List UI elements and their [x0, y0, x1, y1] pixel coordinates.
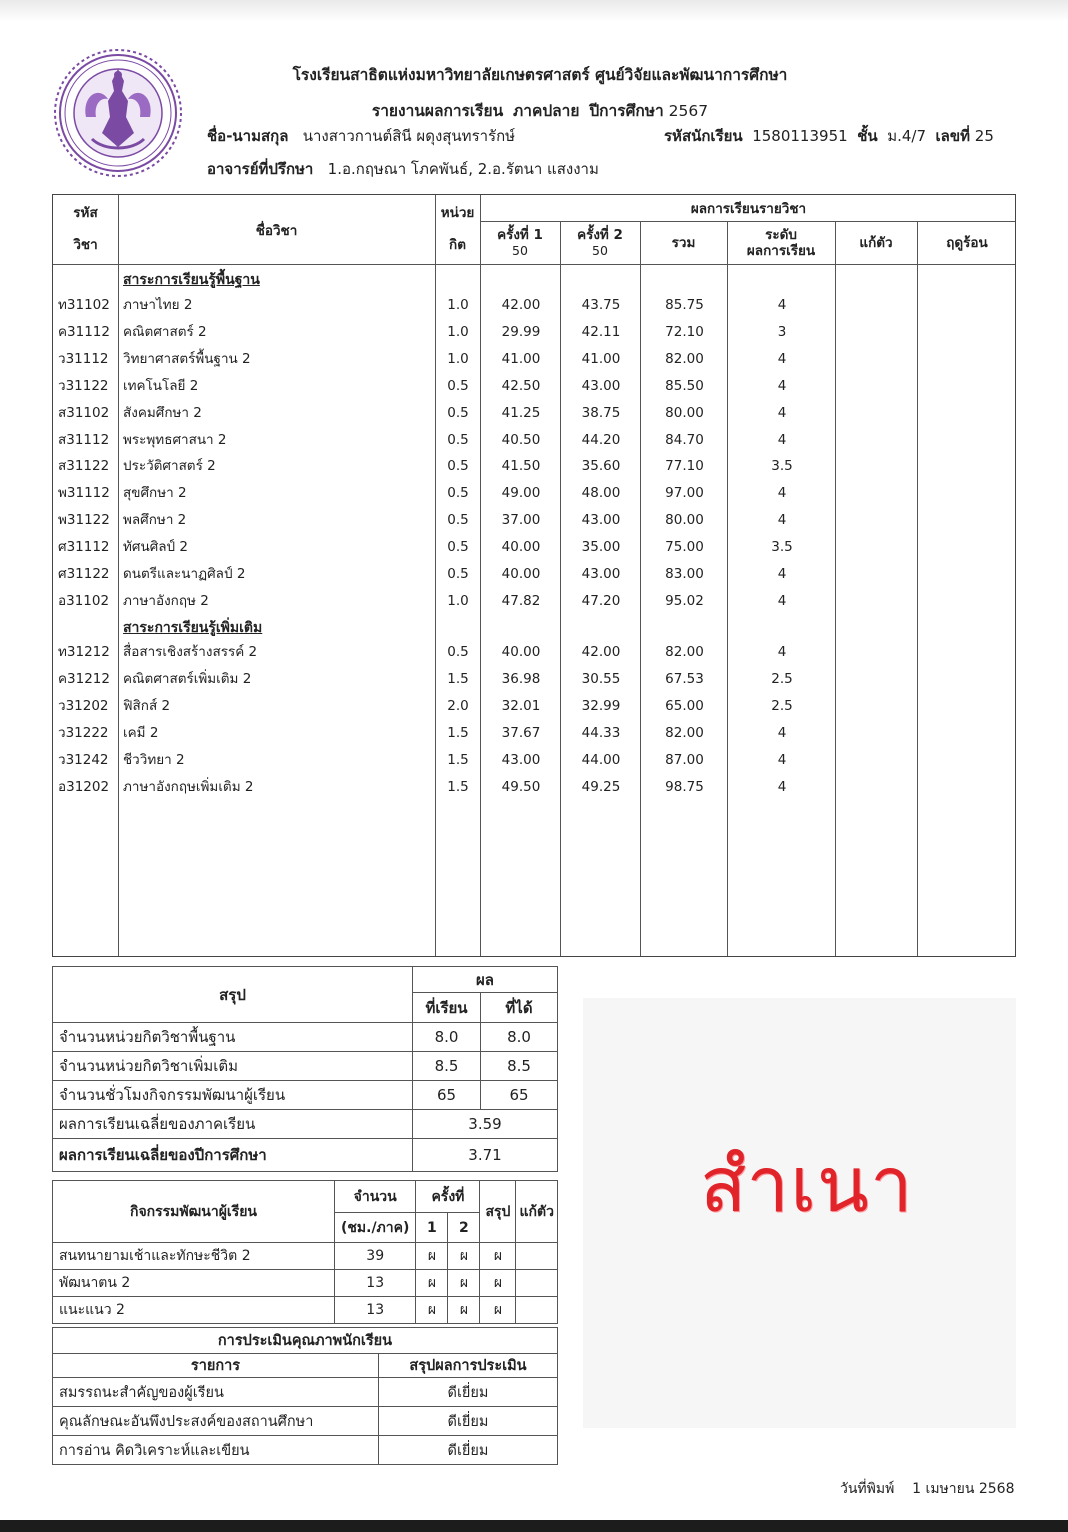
- cell-code: ว31202: [58, 697, 109, 714]
- term2-max: 50: [592, 243, 608, 259]
- cell-grade: 4: [777, 644, 787, 660]
- quality-table: [52, 1327, 558, 1465]
- activity-name: แนะแนว 2: [53, 1297, 335, 1324]
- table-row: [53, 693, 1017, 719]
- copy-stamp: สำเนา: [700, 1140, 914, 1229]
- activity-hours: 13: [335, 1270, 416, 1297]
- table-row: [53, 373, 1017, 399]
- student-name-line: [207, 124, 515, 148]
- cell-t1: 41.25: [501, 404, 541, 421]
- cell-t1: 47.82: [501, 592, 541, 609]
- cell-name: วิทยาศาสตร์พื้นฐาน 2: [123, 350, 251, 367]
- cell-grade: 3: [777, 323, 787, 340]
- student-id-line: [664, 124, 994, 148]
- cell-code: พ31112: [58, 485, 110, 502]
- class-label: ชั้น: [857, 127, 878, 145]
- cell-total: 97.00: [665, 485, 704, 502]
- summary-earned: 65: [481, 1081, 558, 1110]
- quality-result: ดีเยี่ยม: [379, 1378, 558, 1407]
- cell-grade: 4: [777, 512, 787, 529]
- cell-grade: 3.5: [771, 458, 793, 475]
- cell-grade: 4: [777, 751, 787, 768]
- cell-code: ค31212: [58, 670, 110, 687]
- number-value: 25: [974, 127, 994, 145]
- quality-item-header: รายการ: [53, 1354, 379, 1378]
- cell-grade: 4: [777, 566, 787, 582]
- cell-grade: 4: [777, 724, 787, 741]
- student-id: 1580113951: [752, 127, 848, 145]
- code-header-2: วิชา: [73, 237, 98, 254]
- cell-t2: 41.00: [581, 350, 621, 367]
- term1-max: 50: [512, 243, 528, 259]
- cell-credit: 0.5: [447, 539, 469, 556]
- cell-name: ทัศนศิลป์ 2: [123, 539, 188, 556]
- cell-grade: 3.5: [771, 539, 793, 556]
- cell-name: เทคโนโลยี 2: [123, 377, 199, 394]
- term1-label: ครั้งที่ 1: [497, 227, 543, 243]
- activity-summary: ผ: [480, 1243, 516, 1270]
- cell-total: 83.00: [665, 566, 704, 582]
- cell-grade: 4: [777, 350, 787, 367]
- cell-code: ว31112: [58, 350, 109, 367]
- cell-code: ส31112: [58, 431, 110, 448]
- cell-name: ฟิสิกส์ 2: [123, 697, 171, 714]
- activity-t1: ผ: [416, 1243, 448, 1270]
- cell-total: 82.00: [665, 644, 704, 660]
- hours-header-1: จำนวน: [335, 1181, 416, 1213]
- cell-total: 67.53: [665, 670, 704, 687]
- cell-credit: 0.5: [447, 512, 469, 529]
- studied-header: ที่เรียน: [413, 993, 481, 1023]
- table-row: [53, 292, 1017, 318]
- term2-header: [560, 227, 640, 258]
- hours-header-2: (ชม./ภาค): [335, 1213, 416, 1243]
- activity-name: พัฒนาตน 2: [53, 1270, 335, 1297]
- cell-t2: 42.11: [581, 323, 621, 340]
- cell-code: อ31102: [58, 592, 110, 609]
- cell-grade: 4: [777, 431, 787, 448]
- cell-credit: 1.0: [447, 350, 469, 367]
- cell-credit: 0.5: [447, 404, 469, 421]
- cell-name: พระพุทธศาสนา 2: [123, 431, 227, 448]
- table-row: [53, 666, 1017, 692]
- cell-t1: 43.00: [501, 751, 541, 768]
- cell-t2: 43.00: [581, 566, 621, 582]
- time2-header: 2: [448, 1213, 480, 1243]
- cell-name: ภาษาอังกฤษเพิ่มเติม 2: [123, 778, 254, 795]
- activity-t2: ผ: [448, 1270, 480, 1297]
- cell-t1: 40.50: [501, 431, 541, 448]
- group-additional-heading: สาระการเรียนรู้เพิ่มเติม: [123, 620, 263, 636]
- advisor-line: [207, 157, 599, 181]
- activities-title: กิจกรรมพัฒนาผู้เรียน: [53, 1181, 335, 1243]
- table-row: [53, 747, 1017, 773]
- cell-grade: 4: [777, 377, 787, 394]
- term-gpa-label: ผลการเรียนเฉลี่ยของภาคเรียน: [53, 1110, 413, 1139]
- cell-code: ว31222: [58, 724, 109, 741]
- result-header: ผล: [413, 967, 558, 993]
- retake-header: แก้ตัว: [859, 235, 893, 251]
- cell-code: ว31242: [58, 751, 109, 768]
- table-row: [53, 561, 1017, 587]
- cell-total: 72.10: [665, 323, 704, 340]
- cell-grade: 2.5: [771, 670, 793, 687]
- grade-header: [727, 227, 835, 259]
- table-row: [53, 720, 1017, 746]
- group-basic-heading: สาระการเรียนรู้พื้นฐาน: [123, 272, 260, 288]
- cell-credit: 1.0: [447, 323, 469, 340]
- grade-header-2: ผลการเรียน: [746, 243, 816, 260]
- activity-name: สนทนายามเช้าและทักษะชีวิต 2: [53, 1243, 335, 1270]
- cell-credit: 1.5: [447, 724, 469, 741]
- activity-t2: ผ: [448, 1243, 480, 1270]
- cell-total: 82.00: [665, 724, 704, 741]
- cell-t2: 44.20: [581, 431, 621, 448]
- year-label: ปีการศึกษา: [589, 102, 664, 120]
- cell-grade: 4: [777, 592, 787, 609]
- summary-table: [52, 966, 558, 1172]
- cell-t2: 38.75: [581, 404, 621, 421]
- cell-credit: 1.5: [447, 751, 469, 768]
- credit-header-2: กิต: [449, 237, 466, 254]
- cell-total: 98.75: [665, 778, 704, 795]
- cell-credit: 0.5: [447, 458, 469, 475]
- school-seal-logo: [52, 47, 184, 179]
- year-gpa-label: ผลการเรียนเฉลี่ยของปีการศึกษา: [53, 1139, 413, 1172]
- cell-grade: 2.5: [771, 697, 793, 714]
- term-label: ภาคปลาย: [513, 102, 580, 120]
- activity-t1: ผ: [416, 1270, 448, 1297]
- activities-summary-header: สรุป: [480, 1181, 516, 1243]
- cell-name: ชีววิทยา 2: [123, 751, 185, 768]
- table-row: [53, 400, 1017, 426]
- grades-table: [52, 194, 1016, 957]
- summary-studied: 65: [413, 1081, 481, 1110]
- print-date-value: 1 เมษายน 2568: [912, 1481, 1015, 1497]
- cell-grade: 4: [777, 485, 787, 502]
- cell-code: พ31122: [58, 512, 110, 529]
- credit-header: [435, 205, 480, 254]
- activity-retake: [516, 1243, 558, 1270]
- table-row: [53, 774, 1017, 800]
- term-gpa-value: 3.59: [413, 1110, 558, 1139]
- cell-t1: 40.00: [501, 566, 541, 582]
- table-row: [53, 588, 1017, 614]
- bottom-edge: [0, 1520, 1068, 1532]
- print-date-label: วันที่พิมพ์: [840, 1481, 895, 1497]
- results-header: ผลการเรียนรายวิชา: [690, 201, 807, 217]
- cell-name: ภาษาอังกฤษ 2: [123, 592, 209, 609]
- cell-name: สุขศึกษา 2: [123, 485, 187, 502]
- cell-total: 85.50: [665, 377, 704, 394]
- code-header-1: รหัส: [73, 205, 98, 221]
- class-value: ม.4/7: [887, 127, 926, 145]
- cell-t1: 40.00: [501, 644, 541, 660]
- credit-header-1: หน่วย: [440, 205, 475, 221]
- cell-t2: 44.33: [581, 724, 621, 741]
- number-label: เลขที่: [935, 127, 970, 145]
- quality-result: ดีเยี่ยม: [379, 1436, 558, 1465]
- cell-credit: 0.5: [447, 566, 469, 582]
- quality-item: คุณลักษณะอันพึงประสงค์ของสถานศึกษา: [53, 1407, 379, 1436]
- cell-code: ส31122: [58, 458, 110, 475]
- name-label: ชื่อ-นามสกุล: [207, 127, 289, 145]
- cell-credit: 1.5: [447, 778, 469, 795]
- activities-table: [52, 1180, 558, 1324]
- table-row: [53, 534, 1017, 560]
- summary-title: สรุป: [53, 967, 413, 1023]
- cell-credit: 1.0: [447, 592, 469, 609]
- total-header: รวม: [671, 235, 696, 251]
- summary-row-label: จำนวนหน่วยกิตวิชาพื้นฐาน: [53, 1023, 413, 1052]
- cell-total: 87.00: [665, 751, 704, 768]
- activity-t2: ผ: [448, 1297, 480, 1324]
- cell-code: ศ31122: [58, 566, 110, 582]
- cell-code: ท31102: [58, 297, 110, 313]
- quality-result-header: สรุปผลการประเมิน: [379, 1354, 558, 1378]
- cell-name: ประวัติศาสตร์ 2: [123, 458, 216, 475]
- report-label: รายงานผลการเรียน: [371, 102, 504, 120]
- summary-row-label: จำนวนหน่วยกิตวิชาเพิ่มเติม: [53, 1052, 413, 1081]
- cell-t2: 48.00: [581, 485, 621, 502]
- school-name: โรงเรียนสาธิตแห่งมหาวิทยาลัยเกษตรศาสตร์ ศูนย์วิจัยและพัฒนาการศึกษา: [292, 66, 788, 84]
- cell-t1: 32.01: [501, 697, 541, 714]
- activity-hours: 13: [335, 1297, 416, 1324]
- cell-total: 75.00: [665, 539, 704, 556]
- advisor-label: อาจารย์ที่ปรึกษา: [207, 160, 314, 178]
- cell-total: 95.02: [665, 592, 704, 609]
- cell-t2: 35.60: [581, 458, 621, 475]
- cell-t1: 49.50: [501, 778, 541, 795]
- table-row: [53, 507, 1017, 533]
- cell-name: ดนตรีและนาฏศิลป์ 2: [123, 566, 246, 582]
- cell-t1: 41.50: [501, 458, 541, 475]
- cell-code: ค31112: [58, 323, 110, 340]
- cell-t2: 43.00: [581, 512, 621, 529]
- cell-t1: 41.00: [501, 350, 541, 367]
- quality-item: การอ่าน คิดวิเคราะห์และเขียน: [53, 1436, 379, 1465]
- cell-name: ภาษาไทย 2: [123, 297, 193, 313]
- cell-t1: 40.00: [501, 539, 541, 556]
- cell-code: ท31212: [58, 644, 110, 660]
- table-row: [53, 319, 1017, 345]
- cell-total: 85.75: [665, 297, 704, 313]
- activity-retake: [516, 1297, 558, 1324]
- cell-t1: 42.00: [501, 297, 541, 313]
- report-title: [180, 98, 900, 123]
- cell-credit: 1.0: [447, 297, 469, 313]
- summary-row-label: จำนวนชั่วโมงกิจกรรมพัฒนาผู้เรียน: [53, 1081, 413, 1110]
- summary-studied: 8.0: [413, 1023, 481, 1052]
- cell-t2: 35.00: [581, 539, 621, 556]
- cell-code: อ31202: [58, 778, 110, 795]
- code-header: [53, 205, 118, 254]
- grade-header-1: ระดับ: [765, 227, 797, 243]
- cell-credit: 0.5: [447, 431, 469, 448]
- cell-t2: 43.75: [581, 297, 621, 313]
- cell-credit: 2.0: [447, 697, 469, 714]
- term2-label: ครั้งที่ 2: [577, 227, 623, 243]
- cell-name: คณิตศาสตร์เพิ่มเติม 2: [123, 670, 252, 687]
- quality-item: สมรรถนะสำคัญของผู้เรียน: [53, 1378, 379, 1407]
- print-date: [840, 1478, 1015, 1500]
- cell-t2: 30.55: [581, 670, 621, 687]
- cell-t1: 36.98: [501, 670, 541, 687]
- activities-retake-header: แก้ตัว: [516, 1181, 558, 1243]
- quality-title: การประเมินคุณภาพนักเรียน: [53, 1328, 558, 1354]
- summary-earned: 8.0: [481, 1023, 558, 1052]
- cell-credit: 1.5: [447, 670, 469, 687]
- table-row: [53, 639, 1017, 665]
- cell-t1: 29.99: [501, 323, 541, 340]
- cell-grade: 4: [777, 404, 787, 421]
- table-row: [53, 346, 1017, 372]
- cell-name: คณิตศาสตร์ 2: [123, 323, 207, 340]
- cell-credit: 0.5: [447, 644, 469, 660]
- advisor-value: 1.อ.กฤษณา โภคพันธ์, 2.อ.รัตนา แสงงาม: [327, 160, 599, 178]
- subject-header: ชื่อวิชา: [255, 223, 298, 239]
- cell-total: 82.00: [665, 350, 704, 367]
- summary-earned: 8.5: [481, 1052, 558, 1081]
- activity-summary: ผ: [480, 1297, 516, 1324]
- cell-t2: 49.25: [581, 778, 621, 795]
- time1-header: 1: [416, 1213, 448, 1243]
- cell-t2: 43.00: [581, 377, 621, 394]
- student-id-label: รหัสนักเรียน: [664, 127, 743, 145]
- summer-header: ฤดูร้อน: [946, 235, 988, 251]
- student-name: นางสาวกานต์สินี ผดุงสุนทรารักษ์: [302, 127, 516, 145]
- activity-hours: 39: [335, 1243, 416, 1270]
- cell-code: ส31102: [58, 404, 110, 421]
- times-header: ครั้งที่: [416, 1181, 480, 1213]
- cell-total: 77.10: [665, 458, 704, 475]
- year-gpa-value: 3.71: [413, 1139, 558, 1172]
- summary-studied: 8.5: [413, 1052, 481, 1081]
- cell-total: 80.00: [665, 512, 704, 529]
- table-row: [53, 453, 1017, 479]
- quality-result: ดีเยี่ยม: [379, 1407, 558, 1436]
- year-value: 2567: [668, 102, 709, 120]
- top-edge: [0, 0, 1068, 22]
- activity-summary: ผ: [480, 1270, 516, 1297]
- cell-t1: 49.00: [501, 485, 541, 502]
- table-row: [53, 427, 1017, 453]
- cell-code: ศ31112: [58, 539, 110, 556]
- cell-credit: 0.5: [447, 485, 469, 502]
- cell-total: 84.70: [665, 431, 704, 448]
- cell-code: ว31122: [58, 377, 109, 394]
- activity-t1: ผ: [416, 1297, 448, 1324]
- cell-t1: 37.67: [501, 724, 541, 741]
- cell-t1: 37.00: [501, 512, 541, 529]
- table-row: [53, 480, 1017, 506]
- cell-t2: 44.00: [581, 751, 621, 768]
- cell-t1: 42.50: [501, 377, 541, 394]
- cell-name: สังคมศึกษา 2: [123, 404, 202, 421]
- earned-header: ที่ได้: [481, 993, 558, 1023]
- activity-retake: [516, 1270, 558, 1297]
- cell-name: เคมี 2: [123, 724, 159, 741]
- cell-t2: 32.99: [581, 697, 621, 714]
- cell-total: 80.00: [665, 404, 704, 421]
- cell-t2: 47.20: [581, 592, 621, 609]
- cell-total: 65.00: [665, 697, 704, 714]
- term1-header: [480, 227, 560, 258]
- cell-name: พลศึกษา 2: [123, 512, 187, 529]
- cell-credit: 0.5: [447, 377, 469, 394]
- cell-grade: 4: [777, 778, 787, 795]
- cell-name: สื่อสารเชิงสร้างสรรค์ 2: [123, 644, 258, 660]
- cell-grade: 4: [777, 297, 787, 313]
- cell-t2: 42.00: [581, 644, 621, 660]
